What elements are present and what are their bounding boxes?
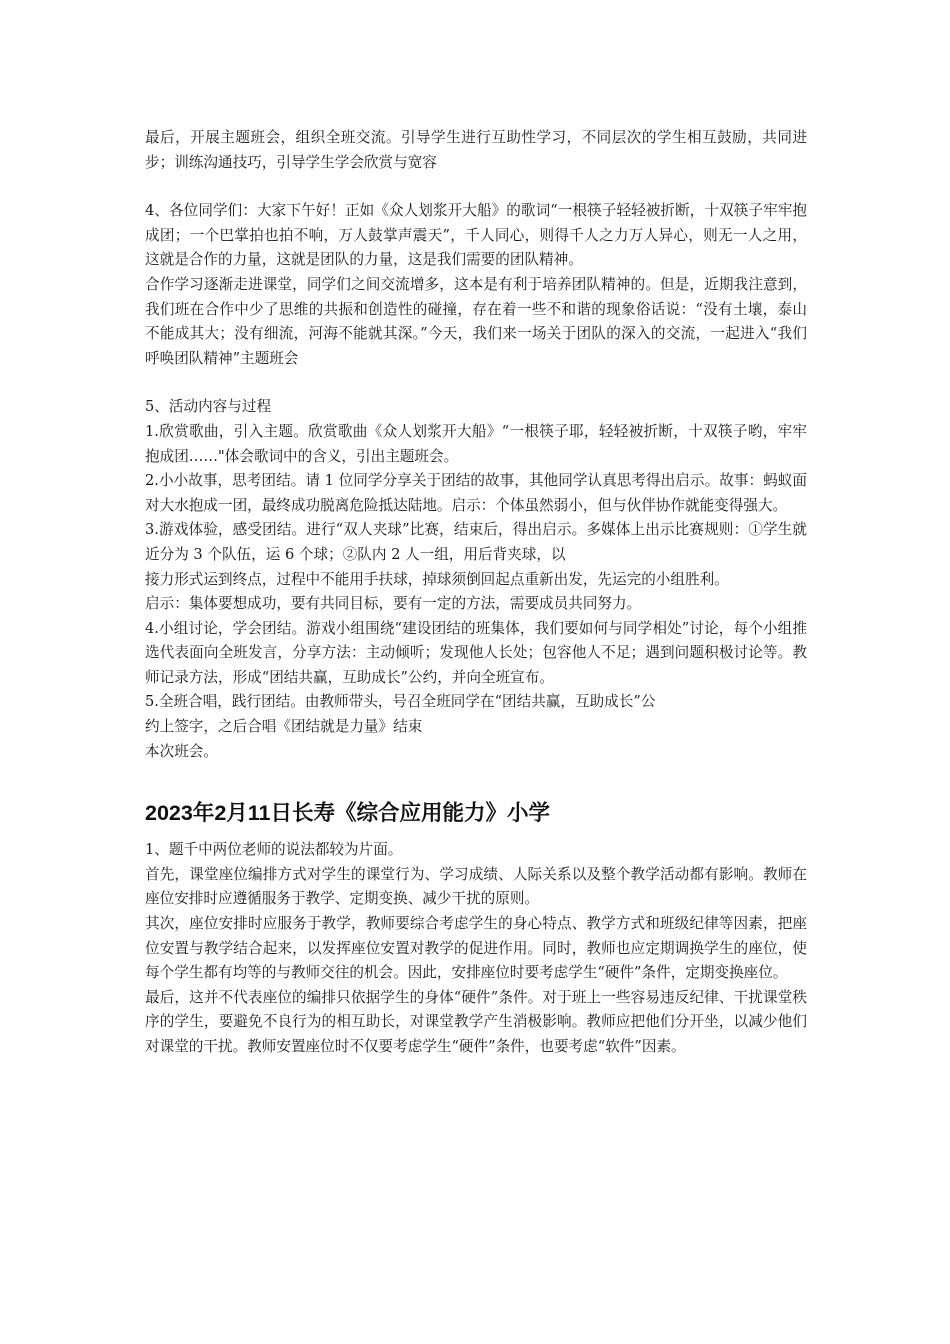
paragraph: 约上签字，之后合唱《团结就是力量》结束	[145, 718, 423, 736]
paragraph: 其次，座位安排时应服务于教学，教师要综合考虑学生的身心特点、教学方式和班级纪律等因素，把座位安置与教学结合起来，以发挥座位安置对教学的促进作用。同时，教师也应定期调换学生的座位，使每个学生都有均等的与教师交往的机会。因此，安排座位时要考虑学生“硬件”条件，定期变换座位。	[145, 915, 807, 982]
list-item: 3.游戏体验，感受团结。进行“双人夹球”比赛，结束后，得出启示。多媒体上出示比赛规则：①学生就近分为 3 个队伍，运 6 个球；②队内 2 人一组，用后背夹球，以	[145, 521, 807, 563]
list-item: 1.欣赏歌曲，引入主题。欣赏歌曲《众人划浆开大船》“一根筷子耶，轻轻被折断，十双筷子哟，牢牢抱成团……"体会歌词中的含义，引出主题班会。	[145, 422, 807, 465]
list-item: 4.小组讨论，学会团结。游戏小组围绕“建设团结的班集体，我们要如何与同学相处”讨论，每个小组推选代表面向全班发言，分享方法：主动倾听；发现他人长处；包容他人不足；遇到问题积极讨论等。教师记录方法，形成“团结共赢，互助成长”公约，并向全班宣布。	[145, 619, 807, 686]
paragraph: 最后，这并不代表座位的编排只依据学生的身体“硬件”条件。对于班上一些容易违反纪律、干扰课堂秩序的学生，要避免不良行为的相互助长，对课堂教学产生消极影响。教师应把他们分开坐，以减少他们对课堂的干扰。教师安置座位时不仅要考虑学生“硬件”条件，也要考虑“软件”因素。	[145, 988, 807, 1055]
list-item: 2.小小故事，思考团结。请 1 位同学分享关于团结的故事，其他同学认真思考得出启示。故事：蚂蚁面对大水抱成一团，最终成功脱离危险抵达陆地。启示：个体虽然弱小，但与伙伴协作就能变得强大。	[145, 472, 807, 514]
paragraph: 合作学习逐渐走进课堂，同学们之间交流增多，这本是有利于培养团队精神的。但是，近期我注意到，我们班在合作中少了思维的共振和创造性的碰撞，存在着一些不和谐的现象俗话说：“没有土壤，泰山不能成其大；没有细流，河海不能就其深。”今天，我们来一场关于团队的深入的交流，一起进入“我们呼唤团队精神”主题班会	[145, 275, 807, 367]
paragraph: 首先，课堂座位编排方式对学生的课堂行为、学习成绩、人际关系以及整个教学活动都有影响。教师在座位安排时应遵循服务于教学、定期变换、减少干扰的原则。	[145, 865, 807, 908]
section-label: 5、活动内容与过程	[145, 398, 272, 416]
spacer	[145, 175, 807, 199]
paragraph: 本次班会。	[145, 742, 218, 760]
paragraph: 启示：集体要想成功，要有共同目标，要有一定的方法，需要成员共同努力。	[145, 595, 642, 613]
paragraph: 最后，开展主题班会，组织全班交流。引导学生进行互助性学习，不同层次的学生相互鼓励，共同进步；训练沟通技巧，引导学生学会欣赏与宽容	[145, 129, 807, 171]
section-heading: 2023年2月11日长寿《综合应用能力》小学	[145, 801, 551, 826]
paragraph: 1、题千中两位老师的说法都较为片面。	[145, 841, 403, 859]
paragraph: 4、各位同学们：大家下午好！正如《众人划浆开大船》的歌词“一根筷子轻轻被折断，十双筷子牢牢抱成团；一个巴掌拍也拍不响，万人鼓掌声震天”，千人同心，则得千人之力万人异心，则无一人之用，这就是合作的力量，这就是团队的力量，这是我们需要的团队精神。	[145, 202, 807, 269]
spacer	[145, 371, 807, 395]
list-item: 5.全班合唱，践行团结。由教师带头，号召全班同学在“团结共赢，互助成长”公	[145, 693, 656, 711]
paragraph: 接力形式运到终点，过程中不能用手扶球，掉球须倒回起点重新出发，先运完的小组胜利。	[145, 570, 729, 588]
